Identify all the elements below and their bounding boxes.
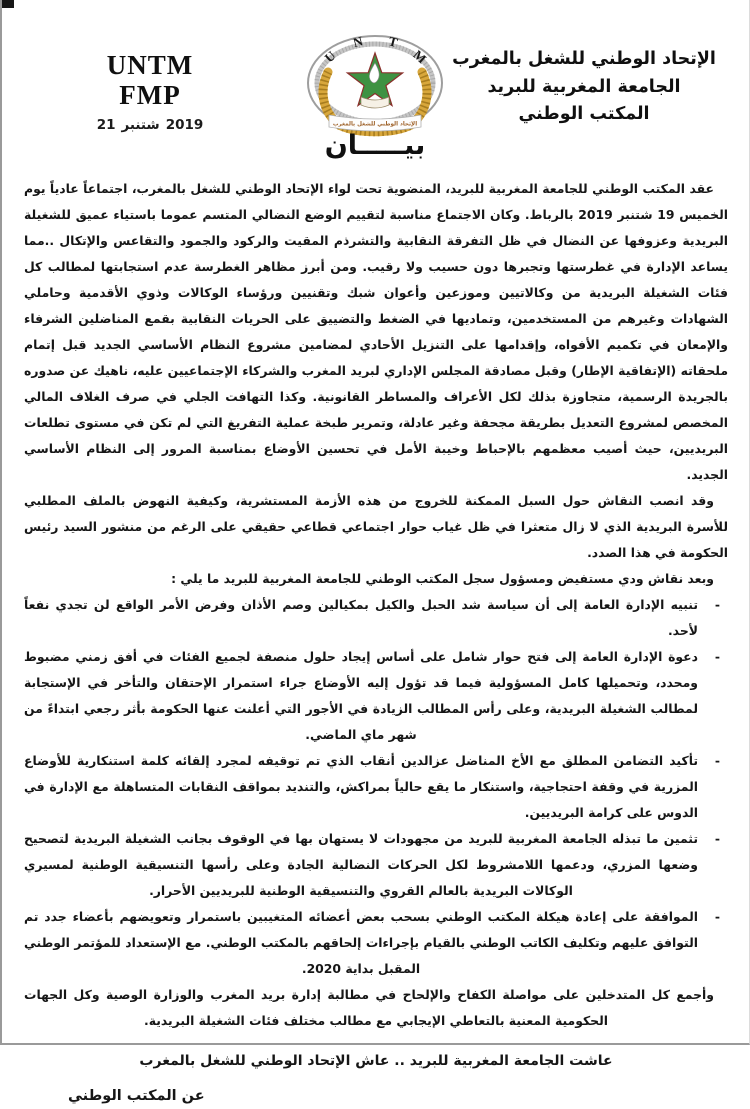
- bullet-dash: -: [714, 597, 720, 612]
- bullet-text: دعوة الإدارة العامة إلى فتح حوار شامل على أساس إيجاد حلول منصفة لجميع الفئات في أفق زمني مضبوط ومحدد، وتحميلها كامل المسؤولية فيما قد تؤول إليه الأوضاع جراء استمرار الإحتقان والتأخر في الإستجابة لمطالب الشغيلة البريدية، وعلى رأس المطالب الزيادة في الأجور التي أعلنت عنها الحكومة بأثر رجعي ابتداءً من شهر ماي الماضي.: [24, 649, 698, 742]
- scan-corner-artifact: [0, 0, 14, 8]
- bullet-dash: -: [714, 831, 720, 846]
- date-day: 21: [96, 117, 116, 133]
- bullet-text: تثمين ما تبذله الجامعة المغربية للبريد من مجهودات لا يستهان بها في الوقوف بجانب الشغيلة البريدية لتصحيح وضعها المزري، ودعمها اللامشروط لكل الحركات النضالية الجادة وعلى رأسها التنسيقية الوطنية لمسيري الوكالات البريدية بالعالم القروي والتنسيقية الوطنية للبريديين الأحرار.: [24, 831, 698, 898]
- list-lead-paragraph: وبعد نقاش ودي مستفيض ومسؤول سجل المكتب الوطني للجامعة المغربية للبريد ما يلي :: [171, 571, 714, 586]
- arc-letter-t: T: [387, 33, 400, 51]
- bullet-dash: -: [714, 753, 720, 768]
- bullet-text: تنبيه الإدارة العامة إلى أن سياسة شد الحبل والكيل بمكيالين وصم الأذان وفرض الأمر الواقع لن تجدي نفعاً لأحد.: [24, 597, 698, 638]
- statement-title: بيـــــان: [324, 130, 426, 161]
- bullet-text: تأكيد التضامن المطلق مع الأخ المناضل عزالدين أنقاب الذي تم توقيفه لمجرد إلقائه كلمة استنكارية للأوضاع المزرية في وقفة احتجاجية، واستنكار ما يقع حالياً بمراكش، والتنديد بمواقف النقابات المتساهلة مع الإدارة في الدوس على كرامة البريديين.: [24, 753, 698, 820]
- header-right-block: [434, 46, 734, 129]
- bullet-item: [24, 592, 728, 644]
- arc-letter-m: M: [410, 46, 430, 67]
- closing-paragraph: وأجمع كل المتدخلين على مواصلة الكفاح والإلحاح في مطالبة إدارة بريد المغرب والوزارة الوصية وكل الجهات الحكومية المعنية بالتعاطي الإيجابي مع مطالب مختلف فئات الشغيلة البريدية.: [24, 987, 714, 1028]
- national-office-label: المكتب الوطني: [518, 104, 650, 124]
- bullet-dash: -: [714, 909, 720, 924]
- federation-abbreviation: FMP: [119, 80, 181, 110]
- bullet-item: [24, 904, 728, 982]
- org-name-arabic: الإتحاد الوطني للشغل بالمغرب: [452, 49, 716, 69]
- untm-emblem-logo: [303, 32, 447, 138]
- arc-letter-n: N: [351, 33, 365, 51]
- date-month: شتنبر: [121, 117, 160, 133]
- bullet-text: الموافقة على إعادة هيكلة المكتب الوطني بسحب بعض أعضائه المتغيبين باستمرار وتعويضهم بأعضاء جدد تم التوافق عليهم وتكليف الكاتب الوطني بالقيام بإجراءات إلحاقهم بالمكتب الوطني. مع الإستعداد للمؤتمر الوطني المقبل بداية 2020.: [24, 909, 698, 976]
- discussion-paragraph: وقد انصب النقاش حول السبل الممكنة للخروج من هذه الأزمة المستشرية، وكيفية النهوض بالملف المطلبي للأسرة البريدية الذي لا زال متعثرا في ظل غياب حوار اجتماعي قطاعي حقيقي على الرغم من منشور السيد رئيس الحكومة في هذا الصدد.: [24, 493, 728, 560]
- bullet-item: [24, 644, 728, 748]
- slogan-line: عاشت الجامعة المغربية للبريد .. عاش الإتحاد الوطني للشغل بالمغرب: [139, 1053, 613, 1069]
- date-year: 2019: [165, 117, 204, 133]
- signature-line: عن المكتب الوطني: [68, 1088, 205, 1104]
- bullet-dash: -: [714, 649, 720, 664]
- bullet-item: [24, 748, 728, 826]
- statement-body: [24, 176, 728, 1109]
- org-abbreviation: UNTM: [106, 50, 194, 80]
- bullet-item: [24, 826, 728, 904]
- opening-paragraph: عقد المكتب الوطني للجامعة المغربية للبريد، المنضوية تحت لواء الإتحاد الوطني للشغل بالمغرب، اجتماعاً عادياً يوم الخميس 19 شتنبر 2019 بالرباط. وكان الاجتماع مناسبة لتقييم الوضع النضالي المتسم عموما باستياء عميق للشغيلة البريدية وعزوفها عن النضال في ظل التفرقة النقابية والتشرذم المقيت والركود والجمود والتقاعس والإتكال ..مما يساعد الإدارة في غطرستها وتجبرها دون حسيب ولا رقيب. ومن أبرز مظاهر الغطرسة عدم استجابتها لمطالب كل فئات الشغيلة البريدية من وكالاتيين وموزعين وأعوان شبك وتقنيين ورؤساء الوكالات وذوي الأقدمية وحاملي الشهادات وغيرهم من المستخدمين، وتماديها في الضغط والتضييق على الحريات النقابية بقمع المناضلين الشرفاء والإمعان في تكميم الأفواه، وإقدامها على التنزيل الأحادي لمضامين مشروع النظام الأساسي الجديد قبل إتمام ملحقاته (الإتفاقية الإطار) وقبل مصادقة المجلس الإداري لبريد المغرب والشركاء الإجتماعيين عليه، ناهيك عن صدوره بالجريدة الرسمية، متجاوزة بذلك لكل الأعراف والمساطر القانونية. وكذا التهافت الجلي في صرف الغلاف المالي المخصص لمشروع التعديل بطريقة مجحفة وغير عادلة، وتمرير طبخة عملية التفريغ التي لم تكن في مستوى تطلعات البريديين، حيث أصيب معظمهم بالإحباط وخيبة الأمل في تحسين الأوضاع بمناسبة المرور إلى النظام الأساسي الجديد.: [24, 181, 728, 482]
- ribbon-text: الإتحاد الوطني للشغل بالمغرب: [332, 121, 418, 128]
- arc-letter-u: U: [321, 47, 339, 66]
- federation-name-arabic: الجامعة المغربية للبريد: [487, 76, 681, 97]
- header-left-block: [78, 50, 222, 133]
